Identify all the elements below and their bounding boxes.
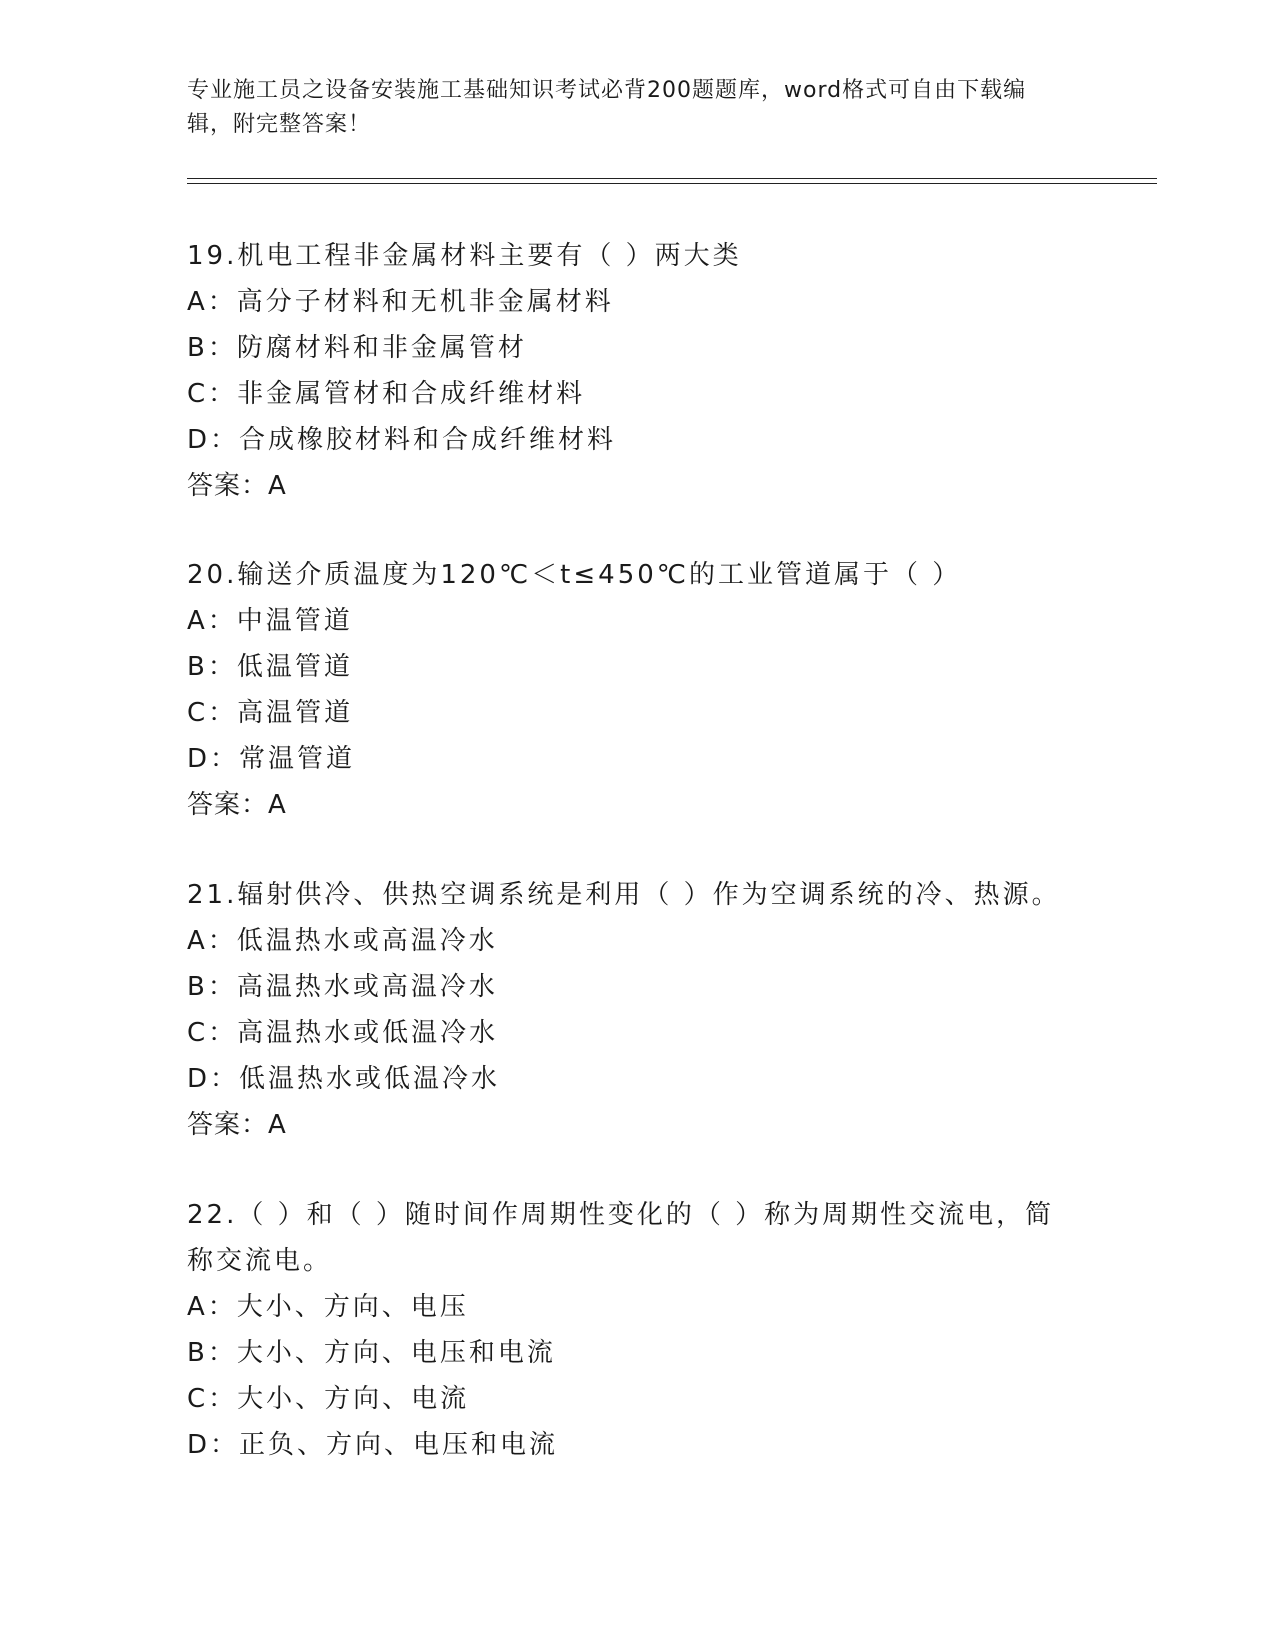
option-c: C：非金属管材和合成纤维材料 bbox=[187, 379, 586, 409]
answer: 答案：A bbox=[187, 471, 287, 501]
answer: 答案：A bbox=[187, 790, 287, 820]
option-c: C：高温热水或低温冷水 bbox=[187, 1018, 499, 1048]
option-b: B：高温热水或高温冷水 bbox=[187, 972, 498, 1002]
option-d: D：低温热水或低温冷水 bbox=[187, 1064, 501, 1094]
header-divider-top bbox=[187, 178, 1157, 179]
question-stem: 19.机电工程非金属材料主要有（ ）两大类 bbox=[187, 241, 742, 271]
option-c: C：大小、方向、电流 bbox=[187, 1384, 470, 1414]
question-stem: 22.（ ）和（ ）随时间作周期性变化的（ ）称为周期性交流电，简称交流电。 bbox=[187, 1200, 1055, 1276]
question-stem: 21.辐射供冷、供热空调系统是利用（ ）作为空调系统的冷、热源。 bbox=[187, 880, 1061, 910]
question-22 bbox=[187, 1192, 1067, 1468]
question-20 bbox=[187, 552, 1067, 828]
option-a: A：大小、方向、电压 bbox=[187, 1292, 469, 1322]
option-d: D：正负、方向、电压和电流 bbox=[187, 1430, 559, 1460]
option-b: B：防腐材料和非金属管材 bbox=[187, 333, 527, 363]
question-stem: 20.输送介质温度为120℃＜t≤450℃的工业管道属于（ ） bbox=[187, 560, 962, 590]
document-header: 专业施工员之设备安装施工基础知识考试必背200题题库，word格式可自由下载编辑，附完整答案！ bbox=[187, 78, 1027, 137]
option-a: A：中温管道 bbox=[187, 606, 353, 636]
option-a: A：高分子材料和无机非金属材料 bbox=[187, 287, 614, 317]
question-19 bbox=[187, 233, 1067, 509]
option-c: C：高温管道 bbox=[187, 698, 354, 728]
question-21 bbox=[187, 872, 1067, 1148]
option-d: D：常温管道 bbox=[187, 744, 356, 774]
option-d: D：合成橡胶材料和合成纤维材料 bbox=[187, 425, 617, 455]
header-divider-bottom bbox=[187, 183, 1157, 184]
option-b: B：大小、方向、电压和电流 bbox=[187, 1338, 556, 1368]
answer: 答案：A bbox=[187, 1110, 287, 1140]
option-b: B：低温管道 bbox=[187, 652, 353, 682]
option-a: A：低温热水或高温冷水 bbox=[187, 926, 498, 956]
